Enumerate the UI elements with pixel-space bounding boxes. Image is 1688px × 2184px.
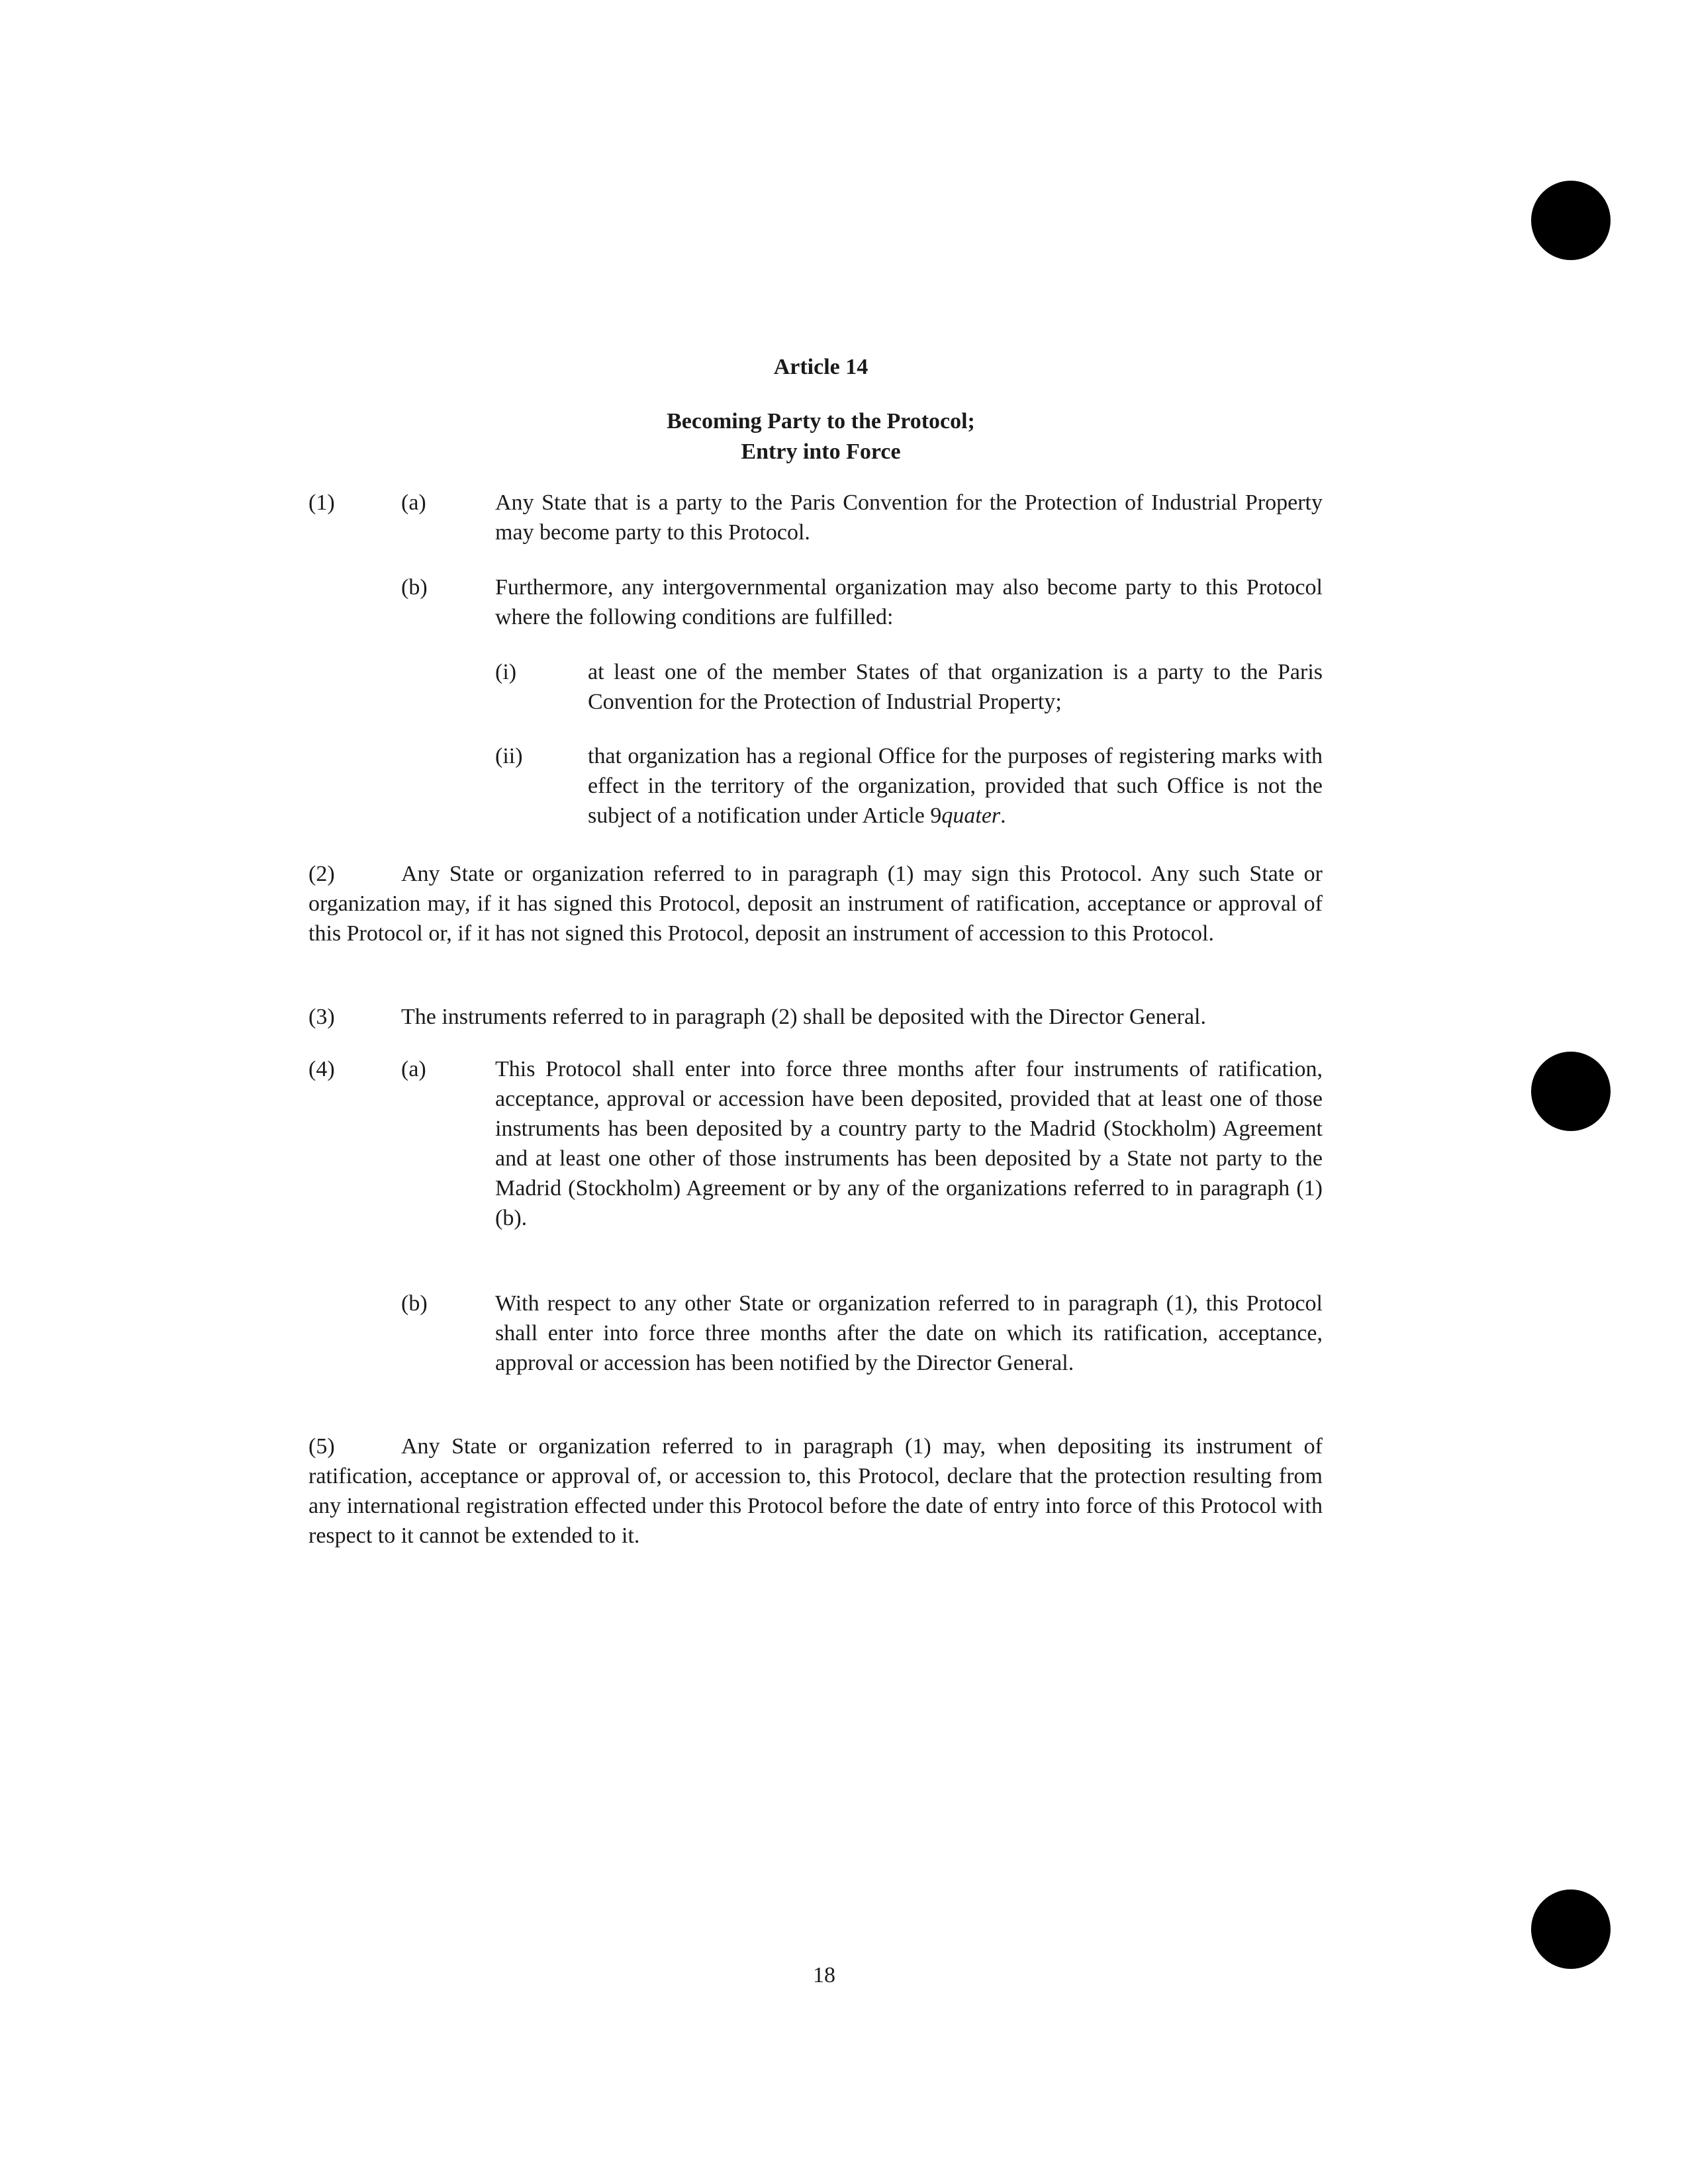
paragraph-2-label: (2): [308, 862, 335, 886]
paragraph-3-text: The instruments referred to in paragraph (2) shall be deposited with the Director General.: [401, 1005, 1206, 1029]
paragraph-5: [308, 1432, 1323, 1551]
paragraph-4a-label: (a): [401, 1057, 426, 1081]
paragraph-4b-text: With respect to any other State or organization referred to in paragraph (1), this Protocol shall enter into force three months after the date on which its ratification, acceptance, approval or accession has been notified by the Director General.: [495, 1291, 1323, 1375]
page-number: 18: [813, 1963, 835, 1987]
paragraph-5-text: Any State or organization referred to in paragraph (1) may, when depositing its instrument of ratification, acceptance or approval of, or accession to, this Protocol, declare that the protection resulting from any international registration effected under this Protocol before the date of entry into force of this Protocol with respect to it cannot be extended to it.: [308, 1434, 1323, 1548]
item-ii-text-end: .: [1000, 803, 1006, 828]
paragraph-2: [308, 859, 1323, 948]
punch-hole-top: [1531, 181, 1611, 260]
paragraph-2-text: Any State or organization referred to in paragraph (1) may sign this Protocol. Any such State or organization may, if it has signed this Protocol, deposit an instrument of ratification, acceptance or approval of this Protocol or, if it has not signed this Protocol, deposit an instrument of accession to this Protocol.: [308, 862, 1323, 946]
paragraph-4b-label: (b): [401, 1291, 428, 1316]
paragraph-1-label: (1): [308, 490, 335, 515]
paragraph-1b-text: Furthermore, any intergovernmental organization may also become party to this Protocol where the following conditions are fulfilled:: [495, 575, 1323, 629]
paragraph-1a-text: Any State that is a party to the Paris Convention for the Protection of Industrial Property may become party to this Protocol.: [495, 490, 1323, 545]
paragraph-4a-text: This Protocol shall enter into force three months after four instruments of ratification, acceptance, approval or accession have been deposited, provided that at least one of those instruments has been deposited by a country party to the Madrid (Stockholm) Agreement and at least one other of those instruments has been deposited by a State not party to the Madrid (Stockholm) Agreement or by any of the organizations referred to in paragraph (1)(b).: [495, 1057, 1323, 1230]
item-ii-text-italic: quater: [941, 803, 1001, 828]
paragraph-5-label: (5): [308, 1434, 335, 1459]
item-ii-text: [588, 741, 1323, 831]
item-i-label: (i): [495, 660, 517, 684]
article-title-line2: Entry into Force: [741, 439, 901, 464]
item-ii-text-main: that organization has a regional Office for the purposes of registering marks with effect in the territory of the organization, provided that such Office is not the subject of a notification under Article 9: [588, 744, 1323, 828]
paragraph-1b-label: (b): [401, 575, 428, 600]
item-i-text: at least one of the member States of that organization is a party to the Paris Convention for the Protection of Industrial Property;: [588, 660, 1323, 714]
paragraph-4-label: (4): [308, 1057, 335, 1081]
article-number: Article 14: [773, 355, 868, 379]
punch-hole-bottom: [1531, 1889, 1611, 1969]
article-title-line1: Becoming Party to the Protocol;: [667, 409, 975, 433]
paragraph-3-label: (3): [308, 1005, 335, 1029]
item-ii-label: (ii): [495, 744, 523, 768]
paragraph-1a-label: (a): [401, 490, 426, 515]
punch-hole-middle: [1531, 1052, 1611, 1131]
